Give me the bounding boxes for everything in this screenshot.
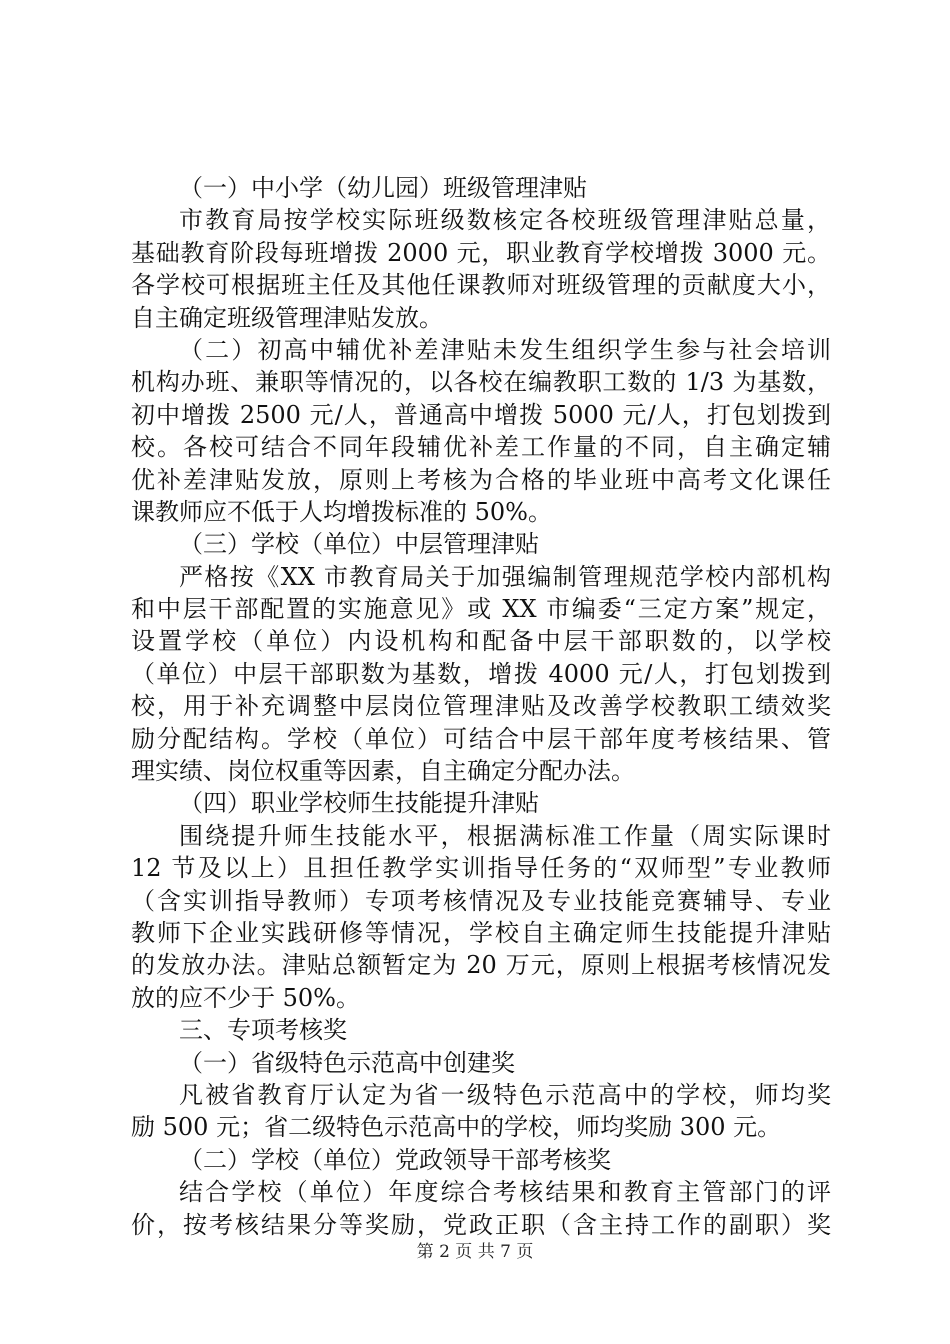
text-line: 的发放办法。津贴总额暂定为 20 万元，原则上根据考核情况发	[131, 951, 831, 980]
text-line: 结合学校（单位）年度综合考核结果和教育主管部门的评	[179, 1178, 831, 1207]
text-line: 优补差津贴发放，原则上考核为合格的毕业班中高考文化课任	[131, 465, 831, 494]
text-line: （一）中小学（幼儿园）班级管理津贴	[179, 174, 587, 202]
text-line: 凡被省教育厅认定为省一级特色示范高中的学校，师均奖	[179, 1080, 831, 1109]
text-line: 自主确定班级管理津贴发放。	[131, 303, 443, 332]
text-line: （四）职业学校师生技能提升津贴	[179, 789, 539, 818]
text-line: 基础教育阶段每班增拨 2000 元，职业教育学校增拨 3000 元。	[131, 238, 831, 267]
text-line: 教师下企业实践研修等情况，学校自主确定师生技能提升津贴	[131, 918, 831, 947]
text-line: 励分配结构。学校（单位）可结合中层干部年度考核结果、管	[131, 724, 831, 753]
text-line: 校。各校可结合不同年段辅优补差工作量的不同，自主确定辅	[131, 433, 831, 462]
text-line: 初中增拨 2500 元/人，普通高中增拨 5000 元/人，打包划拨到	[131, 400, 831, 429]
text-line: 励 500 元；省二级特色示范高中的学校，师均奖励 300 元。	[131, 1113, 782, 1142]
page-footer: 第 2 页 共 7 页	[416, 1242, 534, 1262]
text-line: （三）学校（单位）中层管理津贴	[179, 530, 539, 559]
text-line: 课教师应不低于人均增拨标准的 50%。	[131, 497, 552, 526]
document-body	[131, 172, 831, 1241]
text-line: （含实训指导教师）专项考核情况及专业技能竞赛辅导、专业	[131, 886, 831, 915]
text-line: 三、专项考核奖	[179, 1016, 347, 1045]
text-line: （一）省级特色示范高中创建奖	[179, 1048, 515, 1077]
text-line: 价，按考核结果分等奖励，党政正职（含主持工作的副职）奖	[131, 1210, 831, 1239]
text-line: 机构办班、兼职等情况的，以各校在编教职工数的 1/3 为基数，	[131, 368, 831, 397]
text-line: 各学校可根据班主任及其他任课教师对班级管理的贡献度大小，	[131, 271, 831, 300]
text-line: 市教育局按学校实际班级数核定各校班级管理津贴总量，	[179, 206, 831, 235]
text-line: 校，用于补充调整中层岗位管理津贴及改善学校教职工绩效奖	[131, 692, 831, 721]
text-line: 严格按《XX 市教育局关于加强编制管理规范学校内部机构	[179, 562, 831, 591]
text-line: 放的应不少于 50%。	[131, 983, 360, 1012]
text-line: 和中层干部配置的实施意见》或 XX 市编委“三定方案”规定，	[131, 595, 831, 624]
text-line: 设置学校（单位）内设机构和配备中层干部职数的，以学校	[131, 627, 831, 656]
text-line: （二）初高中辅优补差津贴未发生组织学生参与社会培训	[179, 335, 831, 364]
text-line: 理实绩、岗位权重等因素，自主确定分配办法。	[131, 757, 635, 786]
text-line: （单位）中层干部职数为基数，增拨 4000 元/人，打包划拨到	[131, 659, 831, 688]
text-line: 围绕提升师生技能水平，根据满标准工作量（周实际课时	[179, 821, 831, 850]
text-line: （二）学校（单位）党政领导干部考核奖	[179, 1145, 611, 1174]
text-line: 12 节及以上）且担任教学实训指导任务的“双师型”专业教师	[131, 854, 831, 883]
